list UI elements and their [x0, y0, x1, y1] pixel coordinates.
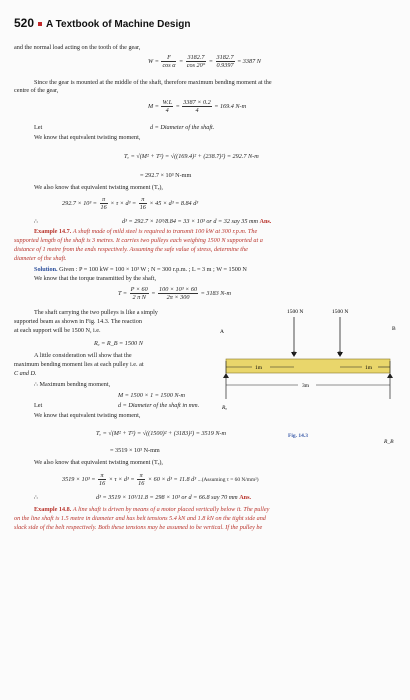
- equation-equivalent-twisting: Tₑ = √(M² + T²) = √((169.4)² + (238.7)²) = 292.7 N-m: [124, 153, 259, 160]
- fraction: [182, 99, 211, 114]
- text-line: We know that equivalent twisting moment,: [34, 412, 141, 419]
- eq-term: × τ × d³ =: [108, 475, 135, 483]
- numerator: 3182.7: [187, 54, 205, 61]
- eq-result: = 3183 N-m: [200, 289, 231, 297]
- example-text: A shaft made of mild steel is required to transmit 100 kW at 300 r.p.m. The: [72, 228, 258, 235]
- dim-total-label: 3m: [302, 383, 310, 389]
- text-line: supported beam as shown in Fig. 14.3. The reaction: [14, 318, 142, 325]
- text-line: Since the gear is mounted at the middle of the shaft, therefore maximum bending moment at the: [34, 79, 272, 86]
- solution-given: Given : P = 100 kW = 100 × 10³ W ; N = 300 r.p.m. ; L = 3 m ; W = 1500 N: [59, 266, 247, 273]
- fraction: [130, 286, 149, 301]
- text-line: C and D.: [14, 370, 37, 377]
- solution-label: Solution.: [34, 266, 58, 273]
- page-header: [14, 16, 191, 30]
- eq-term: × 60 × d³ = 11.8 d³: [147, 475, 197, 483]
- fraction: [161, 54, 176, 69]
- dim-right-label: 1m: [365, 365, 373, 371]
- reaction-label-a: Rₐ: [222, 405, 227, 411]
- denominator: 16: [138, 480, 145, 487]
- eq-term: × 45 × d³ = 8.84 d³: [149, 199, 199, 207]
- figure-caption: Fig. 14.3: [288, 433, 309, 439]
- fraction: [137, 472, 145, 487]
- numerator: π: [98, 472, 106, 480]
- equation-twisting-2: [62, 196, 198, 211]
- fraction: [158, 286, 198, 301]
- denominator: cos 20°: [186, 62, 206, 69]
- example-text: diameter of the shaft.: [14, 255, 67, 262]
- denominator: 16: [98, 480, 106, 487]
- header-bullet-icon: [38, 22, 42, 26]
- let-definition: d = Diameter of the shaft in mm.: [118, 402, 200, 409]
- let-label: Let: [34, 402, 43, 409]
- text-line: We know that the torque transmitted by the shaft,: [34, 275, 157, 282]
- example-text: slack side of the belt respectively. Both these tensions may be assumed to be vertical. If the pulley be: [14, 524, 263, 531]
- equation-normal-load: W = $\frac{F}{\text{cos α}}$ = $\frac{3182.7}{\cos 20^\circ}$ = $\frac{3182.7}{0.9397}$ = 3387 N: [148, 54, 261, 69]
- solution-line: [34, 266, 247, 273]
- eq-lhs: M =: [148, 102, 159, 110]
- numerator: 3182.7: [216, 54, 234, 61]
- fraction: [186, 54, 206, 69]
- page-number: 520: [14, 16, 35, 30]
- example-text: supported length of the shaft is 3 metres. It carries two pulleys each weighing 1500 N supported at a: [14, 237, 263, 244]
- example-label: Example 14.7.: [34, 228, 72, 235]
- eq-result: = 3387 N: [237, 57, 261, 65]
- numerator: F: [161, 54, 176, 62]
- equation-line: = 292.7 × 10³ N-mm: [140, 172, 192, 179]
- beam-figure: [212, 303, 398, 445]
- fraction: [100, 196, 108, 211]
- numerator: π: [139, 196, 147, 204]
- fraction: [216, 54, 235, 69]
- denominator: cos α: [162, 62, 176, 69]
- equation-equivalent-twisting-2: Tₑ = √(M² + T²) = √((1500)² + (3183)²) = 3519 N-m: [96, 430, 227, 437]
- denominator: 16: [139, 204, 146, 211]
- numerator: 3387 × 0.2: [183, 99, 211, 106]
- eq-lhs: 3519 × 10³ =: [62, 475, 96, 483]
- book-title: A Textbook of Machine Design: [46, 19, 191, 30]
- text-line: maximum bending moment lies at each pulley i.e. at: [14, 361, 144, 368]
- text-line: We know that equivalent twisting moment,: [34, 134, 141, 141]
- eq-body: d³ = 3519 × 10³/11.8 = 298 × 10³ or d = 66.8 say 70 mm: [96, 494, 238, 501]
- point-c: C: [292, 351, 296, 357]
- example-text: A line shaft is driven by means of a motor placed vertically below it. The pulley: [72, 506, 270, 513]
- load-label-c: 1500 N: [287, 309, 304, 315]
- point-d: D: [338, 351, 342, 357]
- numerator: W.L: [162, 99, 173, 106]
- arrow-head-icon: [223, 373, 229, 378]
- point-a: A: [220, 329, 224, 335]
- let-label: Let: [34, 124, 43, 131]
- numerator: π: [100, 196, 108, 204]
- denominator: 2π × 300: [166, 294, 190, 301]
- eq-lhs: W =: [148, 57, 159, 65]
- text-line: The shaft carrying the two pulleys is like a simply: [34, 309, 158, 316]
- denominator: 4: [195, 107, 199, 114]
- numerator: P × 60: [130, 286, 148, 293]
- text-line: at each support will be 1500 N, i.e.: [14, 327, 101, 334]
- equation-twisting-3: [62, 472, 259, 487]
- dim-left-label: 1m: [255, 365, 263, 371]
- text-line: We also know that equivalent twisting moment (Tₑ),: [34, 184, 163, 191]
- eq-lhs: T =: [118, 289, 128, 297]
- arrow-head-icon: [387, 373, 393, 378]
- fraction: [161, 99, 173, 114]
- equation-reactions: Rₐ = R_B = 1500 N: [94, 340, 143, 347]
- answer-label: Ans.: [239, 494, 252, 501]
- eq-result: = 169.4 N-m: [214, 102, 247, 110]
- text-line: centre of the gear,: [14, 87, 59, 94]
- text-line: and the normal load acting on the tooth of the gear,: [14, 44, 141, 51]
- eq-body: d³ = 292.7 × 10³/8.84 = 33 × 10³ or d = 32 say 35 mm: [122, 218, 258, 225]
- fraction: [98, 472, 106, 487]
- equation-line: = 3519 × 10³ N-mm: [110, 447, 160, 454]
- numerator: 100 × 10³ × 60: [159, 286, 198, 293]
- equation-bending-moment: M = $\frac{W.L}{4}$ = $\frac{3387 \times 0.2}{4}$ = 169.4 N-m: [148, 99, 247, 114]
- equation-torque: T = $\frac{P \times 60}{\text{2 π N}}$ = $\frac{\text{100 × 10³ × 60}}{2\pi \times 300}$ = 3183 N-m: [118, 286, 231, 301]
- denominator: 4: [165, 107, 169, 114]
- example-text: on the line shaft is 1.5 metre in diameter and has belt tensions 5.4 kN and 1.8 kN on the tight side and: [14, 515, 266, 522]
- denominator: 0.9397: [216, 62, 234, 69]
- text-line: ∴ Maximum bending moment,: [34, 381, 111, 388]
- reaction-label-b: R_B: [384, 439, 394, 445]
- eq-lhs: 292.7 × 10³ =: [62, 199, 97, 207]
- eq-term: × τ × d³ =: [110, 199, 137, 207]
- example-label: Example 14.8.: [34, 506, 72, 513]
- text-line: We also know that equivalent twisting moment (Tₑ),: [34, 459, 163, 466]
- load-label-d: 1500 N: [332, 309, 349, 315]
- therefore-symbol: ∴: [34, 218, 38, 225]
- denominator: 2 π N: [132, 294, 146, 301]
- point-b: B: [392, 326, 396, 332]
- therefore-symbol: ∴: [34, 494, 38, 501]
- equation-diameter: [122, 218, 271, 225]
- assumption-note: ...(Assuming τ = 60 N/mm²): [197, 476, 259, 483]
- numerator: π: [137, 472, 145, 480]
- example-14-8-line: [34, 506, 269, 513]
- let-definition: d = Diameter of the shaft.: [150, 124, 215, 131]
- equation-diameter-2: [96, 494, 251, 501]
- example-14-7-line: [34, 228, 257, 235]
- equation-max-moment: M = 1500 × 1 = 1500 N-m: [118, 392, 186, 399]
- fraction: [139, 196, 147, 211]
- denominator: 16: [100, 204, 107, 211]
- answer-label: Ans.: [259, 218, 272, 225]
- text-line: A little consideration will show that the: [34, 352, 132, 359]
- example-text: distance of 1 metre from the ends respectively. Assuming the safe value of stress, determine the: [14, 246, 248, 253]
